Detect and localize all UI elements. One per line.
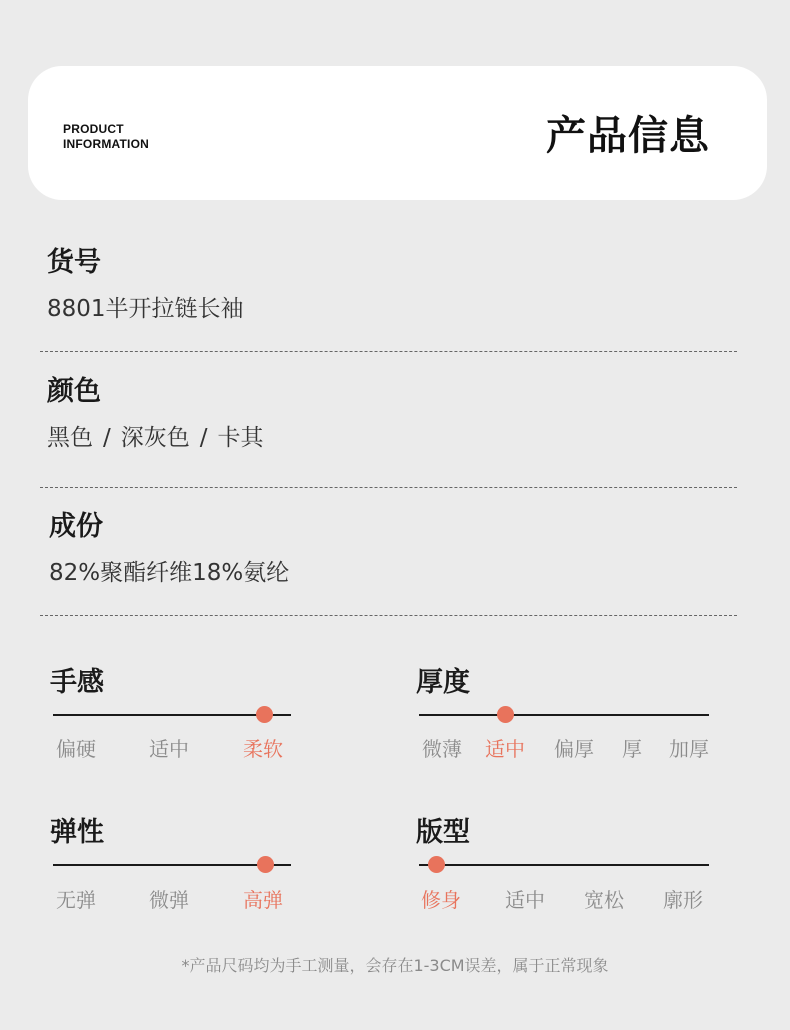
divider — [40, 487, 737, 488]
hand-feel-label: 手感 — [50, 667, 104, 698]
color-option: 卡其 — [217, 425, 264, 451]
fit-label: 版型 — [416, 817, 470, 848]
fit-option: 廓形 — [663, 888, 703, 912]
thickness-scale — [419, 714, 709, 716]
hand-feel-indicator — [256, 706, 273, 723]
item-no-label: 货号 — [47, 247, 101, 278]
page-title: 产品信息 — [546, 113, 710, 159]
hand-feel-option: 适中 — [149, 737, 189, 761]
header-en-line2: INFORMATION — [63, 137, 149, 151]
fit-scale — [419, 864, 709, 866]
elasticity-option: 无弹 — [56, 888, 96, 912]
fit-option: 宽松 — [584, 888, 624, 912]
item-no-value: 8801半开拉链长袖 — [47, 296, 244, 322]
header-english-title — [63, 122, 149, 152]
divider — [40, 351, 737, 352]
separator: / — [103, 425, 111, 451]
elasticity-option-selected: 高弹 — [243, 888, 283, 912]
material-value: 82%聚酯纤维18%氨纶 — [49, 560, 290, 586]
separator: / — [199, 425, 208, 451]
fit-option: 适中 — [505, 888, 545, 912]
thickness-option: 微薄 — [422, 737, 462, 761]
thickness-option: 偏厚 — [554, 737, 594, 761]
divider — [40, 615, 737, 616]
elasticity-indicator — [257, 856, 274, 873]
header-card — [28, 66, 767, 200]
thickness-indicator — [497, 706, 514, 723]
elasticity-label: 弹性 — [50, 817, 104, 848]
fit-option-selected: 修身 — [421, 888, 461, 912]
color-options — [47, 419, 264, 452]
fit-indicator — [428, 856, 445, 873]
elasticity-scale — [53, 864, 291, 866]
hand-feel-option-selected: 柔软 — [243, 737, 283, 761]
elasticity-option: 微弹 — [149, 888, 189, 912]
color-label: 颜色 — [47, 376, 101, 407]
color-option: 黑色 — [47, 425, 93, 451]
thickness-option-selected: 适中 — [485, 737, 525, 761]
thickness-label: 厚度 — [416, 667, 470, 698]
measurement-footnote: *产品尺码均为手工测量，会存在1-3CM误差，属于正常现象 — [181, 956, 609, 975]
thickness-option: 加厚 — [669, 737, 709, 761]
header-en-line1: PRODUCT — [63, 122, 124, 136]
material-label: 成份 — [49, 511, 103, 542]
thickness-option: 厚 — [622, 737, 642, 761]
hand-feel-option: 偏硬 — [56, 737, 96, 761]
color-option: 深灰色 — [120, 425, 190, 451]
